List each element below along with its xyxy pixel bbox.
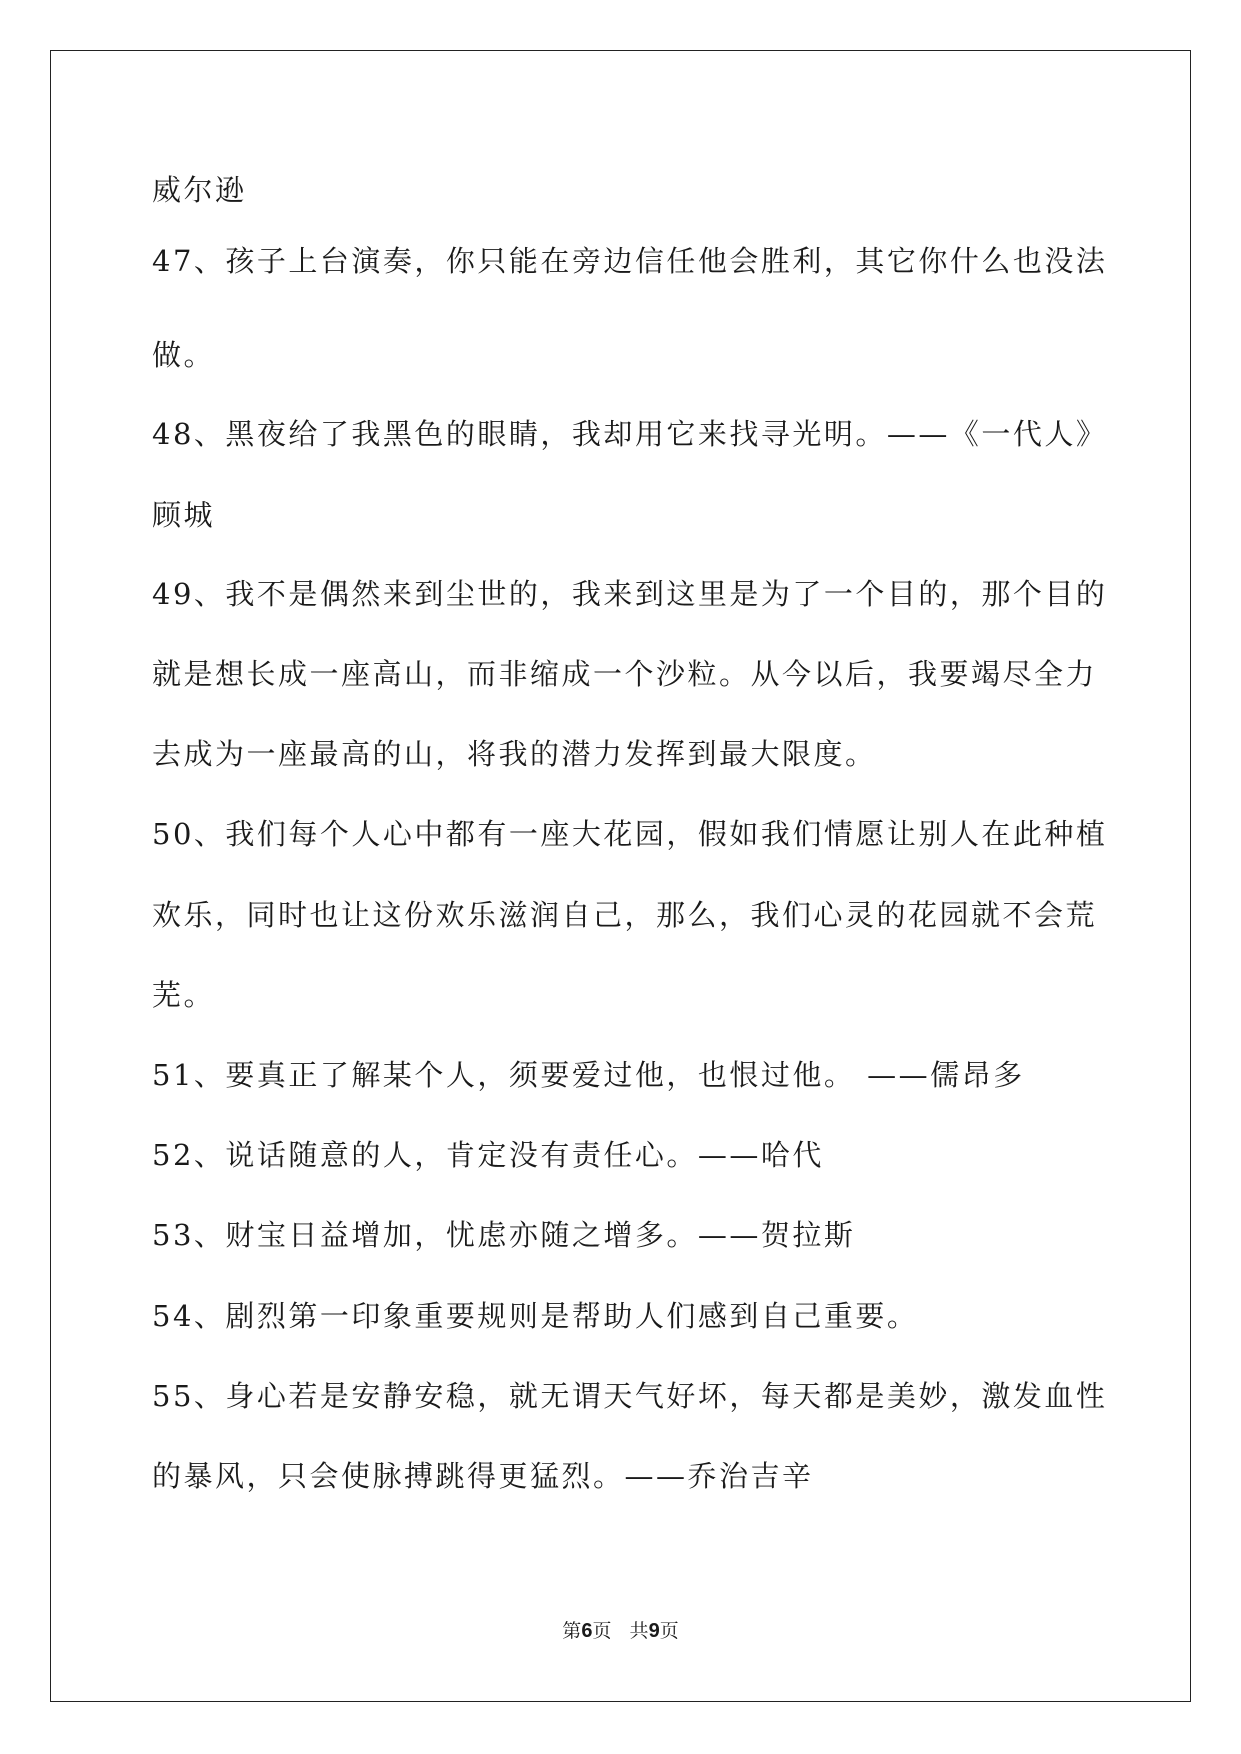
text-line: 欢乐，同时也让这份欢乐滋润自己，那么，我们心灵的花园就不会荒 bbox=[152, 898, 1098, 932]
text-line: 去成为一座最高的山，将我的潜力发挥到最大限度。 bbox=[152, 737, 877, 771]
text-line: 威尔逊 bbox=[152, 173, 247, 207]
text-line: 51、要真正了解某个人，须要爱过他，也恨过他。 ——儒昂多 bbox=[152, 1058, 1025, 1092]
text-line: 49、我不是偶然来到尘世的，我来到这里是为了一个目的，那个目的 bbox=[152, 577, 1108, 611]
footer-middle: 页 共 bbox=[592, 1620, 649, 1642]
text-line: 50、我们每个人心中都有一座大花园，假如我们情愿让别人在此种植 bbox=[152, 817, 1108, 851]
footer-suffix: 页 bbox=[659, 1620, 679, 1642]
text-line: 55、身心若是安静安稳，就无谓天气好坏，每天都是美妙，激发血性 bbox=[152, 1379, 1108, 1413]
text-line: 48、黑夜给了我黑色的眼睛，我却用它来找寻光明。——《一代人》 bbox=[152, 417, 1108, 451]
page-footer bbox=[0, 1621, 1241, 1641]
total-pages-number: 9 bbox=[648, 1620, 660, 1642]
text-line: 芜。 bbox=[152, 978, 216, 1012]
footer-prefix: 第 bbox=[562, 1620, 582, 1642]
page-border bbox=[50, 50, 1191, 1702]
text-line: 53、财宝日益增加，忧虑亦随之增多。——贺拉斯 bbox=[152, 1218, 856, 1252]
text-line: 做。 bbox=[152, 338, 216, 372]
current-page-number: 6 bbox=[581, 1620, 593, 1642]
text-line: 54、剧烈第一印象重要规则是帮助人们感到自己重要。 bbox=[152, 1299, 919, 1333]
text-line: 就是想长成一座高山，而非缩成一个沙粒。从今以后，我要竭尽全力 bbox=[152, 657, 1098, 691]
text-line: 52、说话随意的人，肯定没有责任心。——哈代 bbox=[152, 1138, 824, 1172]
text-line: 47、孩子上台演奏，你只能在旁边信任他会胜利，其它你什么也没法 bbox=[152, 244, 1108, 278]
text-line: 的暴风，只会使脉搏跳得更猛烈。——乔治吉辛 bbox=[152, 1459, 814, 1493]
text-line: 顾城 bbox=[152, 498, 216, 532]
